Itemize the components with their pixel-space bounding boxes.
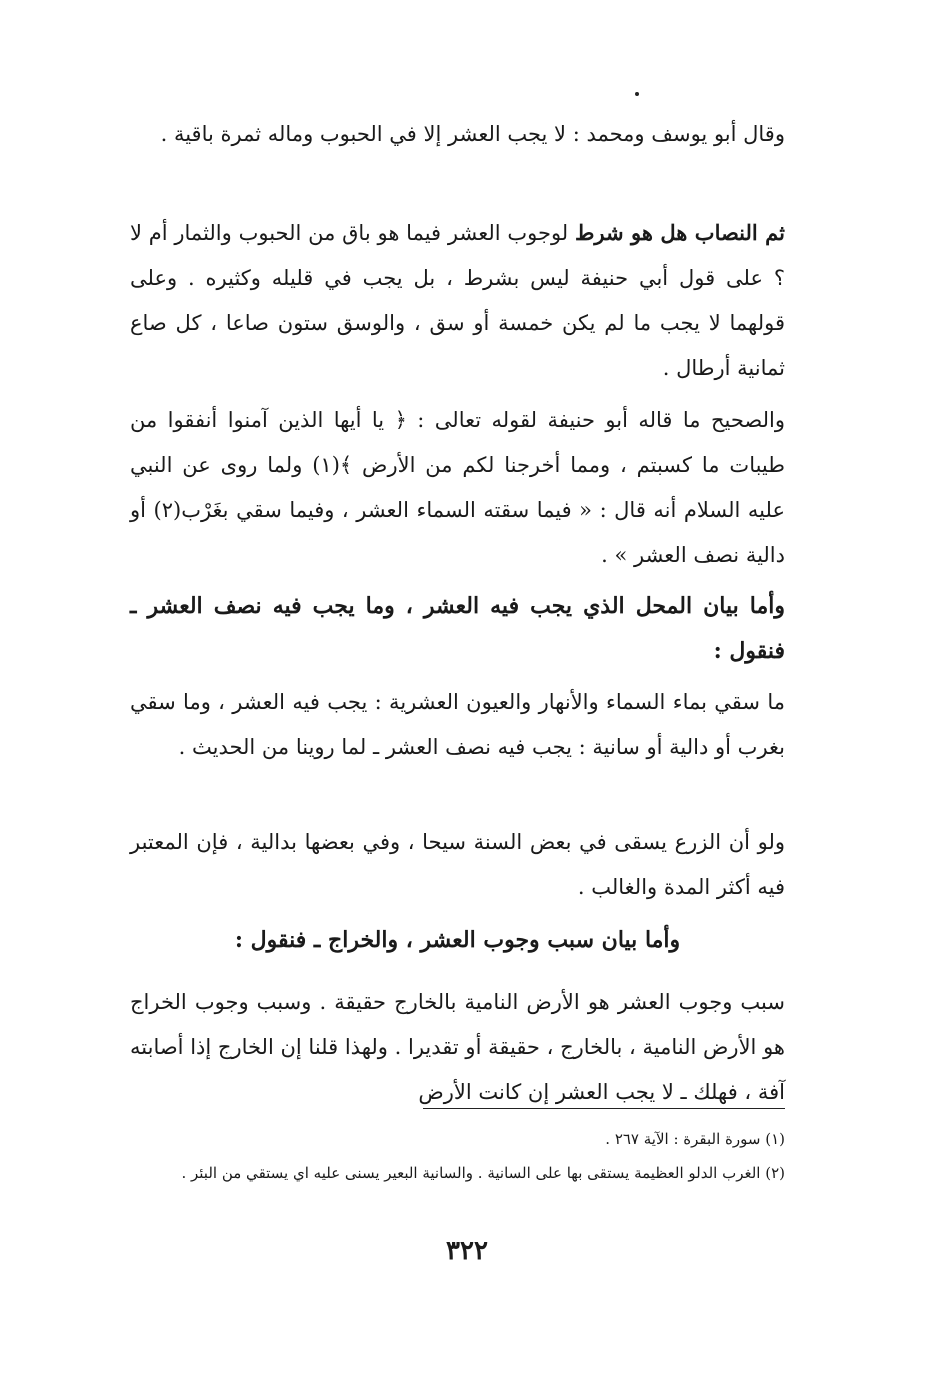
footnote-2: (٢) الغرب الدلو العظيمة يستقى بها على السانية . والسانية البعير يسنى عليه اي يستقي من البئر . — [181, 1164, 785, 1182]
heading-1 — [130, 584, 785, 674]
page-number: ٣٢٢ — [446, 1236, 488, 1266]
paragraph-2-lead: ثم النصاب هل هو شرط — [575, 220, 785, 245]
paragraph-3-text: والصحيح ما قاله أبو حنيفة لقوله تعالى : ﴿ يا أيها الذين آمنوا أنفقوا من طيبات ما كسبتم ، ومما أخرجنا لكم من الأرض ﴾(١) ولما روى عن النبي عليه السلام أنه قال : « فيما سقته السماء العشر ، وفيما سقي بغَرْب(٢) أو دالية نصف العشر » . — [130, 408, 786, 567]
paragraph-6-text: سبب وجوب العشر هو الأرض النامية بالخارج حقيقة . وسبب وجوب الخراج هو الأرض النامية ، بالخارج ، حقيقة أو تقديرا . ولهذا قلنا إن الخارج إذا أصابته آفة ، فهلك ـ لا يجب العشر إن كانت الأرض — [130, 990, 785, 1104]
paragraph-1 — [130, 112, 785, 157]
paragraph-2-text: لوجوب العشر فيما هو باق من الحبوب والثمار أم لا ؟ على قول أبي حنيفة ليس بشرط ، بل يجب في قليله وكثيره . وعلى قولهما لا يجب ما لم يكن خمسة أو سق ، والوسق ستون صاعا ، كل صاع ثمانية أرطال . — [130, 221, 785, 380]
paragraph-2 — [130, 210, 785, 391]
heading-2 — [130, 918, 785, 963]
ink-speck — [635, 92, 639, 96]
paragraph-4-text: ما سقي بماء السماء والأنهار والعيون العشرية : يجب فيه العشر ، وما سقي بغرب أو دالية أو سانية : يجب فيه نصف العشر ـ لما روينا من الحديث . — [130, 690, 786, 759]
heading-1-text: وأما بيان المحل الذي يجب فيه العشر ، وما يجب فيه نصف العشر ـ فنقول : — [130, 593, 785, 664]
paragraph-5 — [130, 820, 785, 910]
heading-2-text: وأما بيان سبب وجوب العشر ، والخراج ـ فنقول : — [234, 927, 681, 953]
paragraph-1-text: وقال أبو يوسف ومحمد : لا يجب العشر إلا في الحبوب وماله ثمرة باقية . — [160, 122, 785, 146]
paragraph-4 — [130, 680, 785, 770]
footnote-rule — [423, 1108, 785, 1109]
footnote-1: (١) سورة البقرة : الآية ٢٦٧ . — [605, 1130, 785, 1148]
paragraph-6 — [130, 980, 785, 1115]
paragraph-3 — [130, 398, 785, 578]
paragraph-5-text: ولو أن الزرع يسقى في بعض السنة سيحا ، وفي بعضها بدالية ، فإن المعتبر فيه أكثر المدة والغالب . — [130, 830, 785, 899]
